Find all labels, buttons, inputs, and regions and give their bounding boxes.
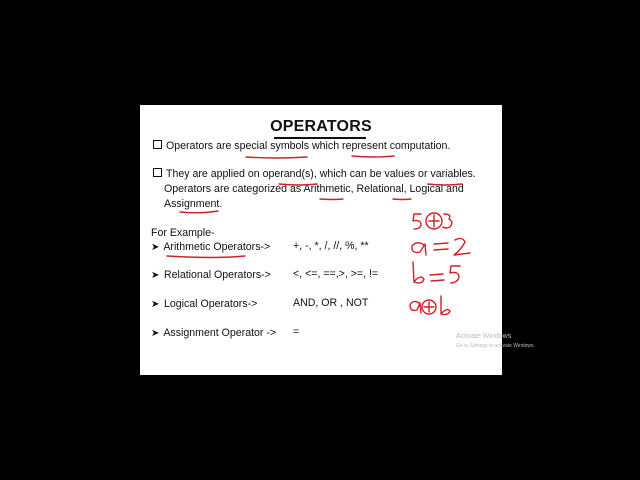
bullet-2 — [153, 167, 476, 181]
arrow-bullet-icon: ➤ — [151, 270, 160, 281]
checkbox-bullet-icon — [153, 140, 162, 149]
activate-windows-title: Activate Windows — [456, 333, 512, 340]
bullet-2-line-1: They are applied on operand(s), which can be values or variables. — [166, 168, 476, 180]
bullet-2-line-3: Assignment. — [164, 198, 223, 210]
operator-label: Relational Operators-> — [163, 269, 271, 281]
operator-label: Arithmetic Operators-> — [163, 241, 271, 253]
operator-value: = — [293, 326, 300, 338]
activate-windows-subtitle: Go to Settings to activate Windows. — [456, 343, 535, 349]
bullet-2-line-2: Operators are categorized as Arithmetic, Relational, Logical and — [164, 183, 464, 195]
operator-row-assignment — [151, 326, 276, 341]
operator-value: +, -, *, /, //, %, ** — [293, 240, 369, 252]
operator-label: Assignment Operator -> — [163, 327, 277, 339]
operator-row-logical — [151, 297, 257, 312]
presentation-slide — [140, 105, 502, 375]
arrow-bullet-icon: ➤ — [151, 242, 160, 253]
operator-row-arithmetic — [151, 240, 270, 255]
operator-label: Logical Operators-> — [163, 298, 258, 310]
bullet-1-text: Operators are special symbols which represent computation. — [166, 140, 451, 152]
slide-title: OPERATORS — [270, 118, 372, 135]
checkbox-bullet-icon — [153, 168, 162, 177]
bullet-1 — [153, 139, 450, 153]
arrow-bullet-icon: ➤ — [151, 328, 160, 339]
example-heading: For Example- — [151, 227, 215, 239]
operator-value: AND, OR , NOT — [293, 297, 369, 309]
arrow-bullet-icon: ➤ — [151, 299, 160, 310]
operator-row-relational — [151, 268, 271, 283]
operator-value: <, <=, ==,>, >=, != — [293, 268, 379, 280]
